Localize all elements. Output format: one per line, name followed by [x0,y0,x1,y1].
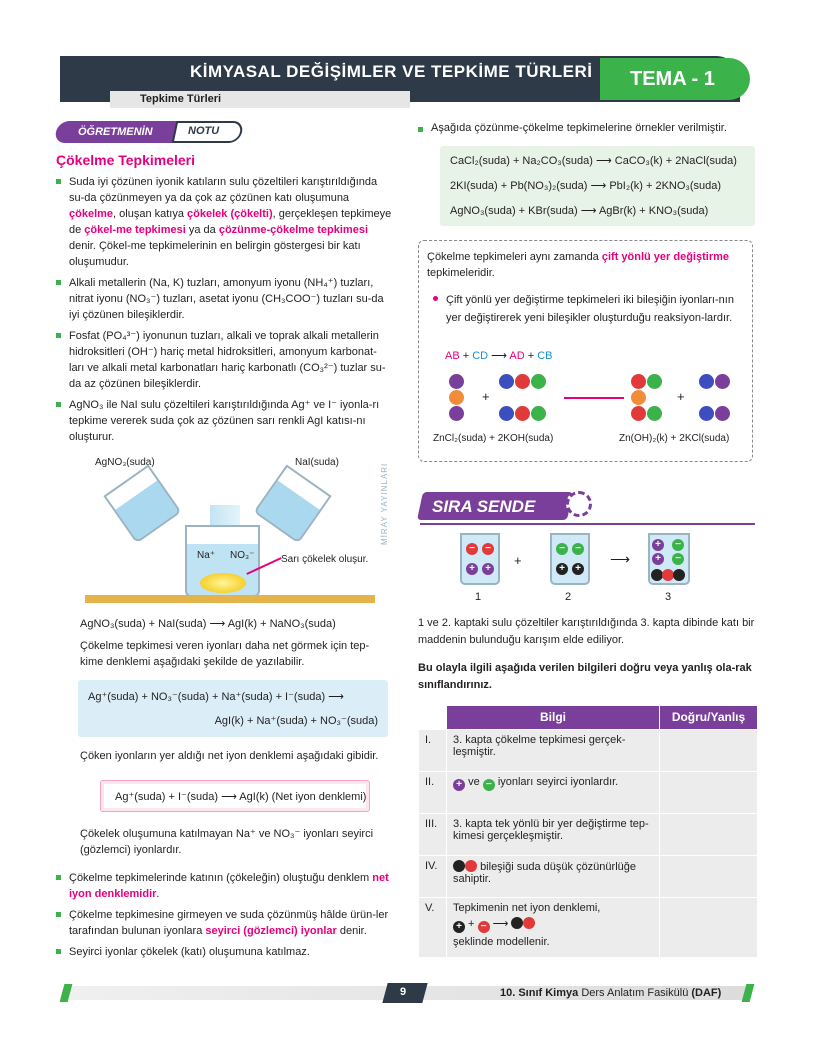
paragraph-1: Çökelme tepkimesi veren iyonları daha net görmek için tep-kime denklemi aşağıdaki şekilde de yazılabilir. [80,640,370,668]
equation-1: AgNO₃(suda) + NaI(suda) ⟶ AgI(k) + NaNO₃(suda) [80,618,336,630]
reaction-1: CaCl₂(suda) + Na₂CO₃(suda) ⟶ CaCO₃(k) + 2NaCl(suda) [450,155,737,167]
model-right-label: Zn(OH)₂(k) + 2KCl(suda) [619,433,730,444]
table-header-bilgi: Bilgi [447,706,660,730]
bullet-1: Suda iyi çözünen iyonik katıların sulu çözeltileri karıştırıldığında su-da çözünmeyen ya da çok az çözünen katı oluşumuna çökelme, oluşan katıya çökelek (çökelti), gerçekleşen tepkimeye de çökel-me tepkimesi ya da çözünme-çökelme tepkimesi denir. Çökel-me tepkimelerinin en belirgin göstergesi bir katı oluşumudur. [56,174,392,270]
right-intro: Aşağıda çözünme-çökelme tepkimelerine örnekler verilmiştir. [418,122,763,134]
table-row: I. 3. kapta çökelme tepkimesi gerçek-leşmiştir. [419,730,758,772]
teacher-note-badge [56,121,246,143]
answer-cell[interactable] [660,772,758,814]
bullet-4: AgNO₃ ile NaI sulu çözeltileri karıştırıldığında Ag⁺ ve I⁻ iyonla-rı tepkime vererek suda çok az çözünen sarı renkli AgI katısı-nı oluşturur. [56,397,392,445]
bullet-3: Fosfat (PO₄³⁻) iyonunun tuzları, alkali ve toprak alkali metallerin hidroksitleri (OH⁻) hariç metal hidroksitleri, amonyum karbonat-ları ve alkali metal karbonatları hariç karbonatlı (CO₃²⁻) tuzlar su-da az çözünen bileşiklerdir. [56,328,392,392]
double-displacement-box [418,240,753,462]
dbl-bullet: Çift yönlü yer değiştirme tepkimeleri iki bileşiğin iyonları-nın yer değiştirerek yeni bileşikler oluşturduğu reaksiyon-lardır. [433,291,738,327]
gear-icon [566,491,592,517]
beaker-figure [85,455,385,605]
reaction-3: AgNO₃(suda) + KBr(suda) ⟶ AgBr(k) + KNO₃(suda) [450,205,709,217]
fig-label-agno3: AgNO₃(suda) [95,457,155,468]
exercise-beakers: − − + + + − − + + ⟶ + − + − 1 2 3 [460,533,710,608]
general-equation: AB + CD ⟶ AD + CB [445,350,553,362]
table-row: II. + ve − iyonları seyirci iyonlardır. [419,772,758,814]
side-publisher: MİRAY YAYINLARI [380,462,389,545]
book-title: 10. Sınıf Kimya Ders Anlatım Fasikülü (DAF) [500,987,722,999]
bullet-2: Alkali metallerin (Na, K) tuzları, amonyum iyonu (NH₄⁺) tuzları, nitrat iyonu (NO₃⁻) tuzları, asetat iyonu (CH₃COO⁻) tuzları su-da iyi çözünen bileşiklerdir. [56,275,392,323]
paragraph-3: Çökelek oluşumuna katılmayan Na⁺ ve NO₃⁻ iyonları seyirci (gözlemci) iyonlardır. [80,828,374,856]
theme-label: TEMA - 1 [630,68,715,90]
answer-cell[interactable] [660,730,758,772]
bullet-7: Seyirci iyonlar çökelek (katı) oluşumuna katılmaz. [56,944,392,960]
paragraph-2: Çöken iyonların yer aldığı net iyon denklemi aşağıdaki gibidir. [80,750,379,762]
section-title: Çökelme Tepkimeleri [56,152,196,168]
answer-cell[interactable] [660,898,758,958]
fig-ion-na: Na⁺ [197,550,216,561]
beaker-left-icon [103,464,181,543]
question-intro: 1 ve 2. kaptaki sulu çözeltiler karıştırıldığında 3. kapta dibinde katı bir maddenin bulunduğu karışım elde ediliyor. [418,617,755,646]
table-header-dy: Doğru/Yanlış [660,706,758,730]
equation-2-line1: Ag⁺(suda) + NO₃⁻(suda) + Na⁺(suda) + I⁻(suda) ⟶ [88,691,344,703]
answer-cell[interactable] [660,814,758,856]
header-title: KİMYASAL DEĞİŞİMLER VE TEPKİME TÜRLERİ [190,62,593,81]
model-left-label: ZnCl₂(suda) + 2KOH(suda) [433,433,554,444]
sira-sende-title: SIRA SENDE [432,497,536,516]
info-table [418,705,758,958]
fig-precipitate-label: Sarı çökelek oluşur. [281,554,369,565]
precipitate-icon [200,573,246,593]
sira-underline [420,523,755,525]
reaction-2: 2KI(suda) + Pb(NO₃)₂(suda) ⟶ PbI₂(k) + 2KNO₃(suda) [450,180,722,192]
answer-cell[interactable] [660,856,758,898]
teacher-note-label: ÖĞRETMENİN [78,126,153,138]
left-bottom-bullets [56,870,392,965]
bullet-6: Çökelme tepkimesine girmeyen ve suda çözünmüş hâlde ürün-ler tarafından bulunan iyonlara seyirci (gözlemci) iyonlar denir. [56,907,392,939]
left-column [56,152,392,450]
page-number: 9 [400,986,407,998]
table-surface [85,595,375,603]
table-row: III. 3. kapta tek yönlü bir yer değiştirme tep-kimesi gerçekleşmiştir. [419,814,758,856]
ionic-equation-box [78,680,388,737]
bullet-5: Çökelme tepkimelerinde katının (çökeleğin) oluştuğu denklem net iyon denklemidir. [56,870,392,902]
reactions-box [440,146,755,226]
beaker-right-icon [253,464,331,543]
question-bold: Bu olayla ilgili aşağıda verilen bilgileri doğru veya yanlış ola-rak sınıflandırınız. [418,662,752,691]
dbl-intro: Çökelme tepkimeleri aynı zamanda çift yönlü yer değiştirme tepkimeleridir. [427,251,730,279]
molecule-model: + + [439,371,749,426]
equation-2-line2: AgI(k) + Na⁺(suda) + NO₃⁻(suda) [214,715,378,727]
table-row: V. Tepkimenin net iyon denklemi, + + − ⟶ şeklinde modellenir. [419,898,758,958]
fig-label-nai: NaI(suda) [295,457,339,468]
equation-3: Ag⁺(suda) + I⁻(suda) ⟶ AgI(k) (Net iyon denklemi) [115,791,367,803]
page-subtitle: Tepkime Türleri [140,93,222,105]
teacher-note-label2: NOTU [188,125,220,137]
fig-ion-no3: NO₃⁻ [230,550,255,561]
table-row: IV. bileşiği suda düşük çözünürlüğe sahiptir. [419,856,758,898]
